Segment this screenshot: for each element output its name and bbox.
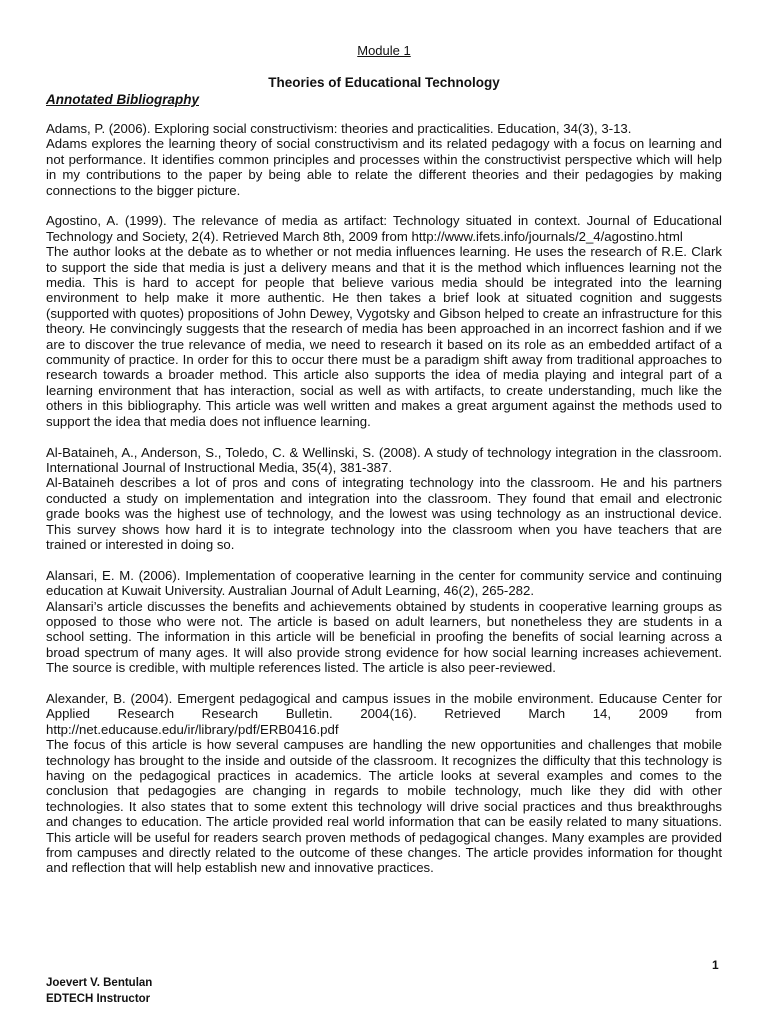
footer-author-block <box>46 975 152 1007</box>
entry-citation: Al-Bataineh, A., Anderson, S., Toledo, C. & Wellinski, S. (2008). A study of technology integration in the classroom. International Journal of Instructional Media, 35(4), 381-387. <box>46 444 722 475</box>
entry-citation: Adams, P. (2006). Exploring social constructivism: theories and practicalities. Education, 34(3), 3-13. <box>46 121 632 136</box>
section-heading: Annotated Bibliography <box>46 92 199 107</box>
entry-annotation: Al-Bataineh describes a lot of pros and cons of integrating technology into the classroom. He and his partners conducted a study on implementation and integration into the classroom. They found that email and electronic grade books was the highest use of technology, and the lowest was using technology as an instructional device. This survey shows how hard it is to integrate technology into the classroom when you have teachers that are trained or interested in doing so. <box>46 475 722 552</box>
entry-annotation: Adams explores the learning theory of social constructivism and its related pedagogy with a focus on learning and not performance. It identifies common principles and processes within the constructivist perspective which will help in my contributions to the paper by being able to relate the different theories and their pedagogies by making connections to the bigger picture. <box>46 136 722 198</box>
entry-citation: Alexander, B. (2004). Emergent pedagogical and campus issues in the mobile environment. Educause Center for Applied Research Research Bulletin. 2004(16). Retrieved March 14, 2009 from http://net.educause.edu/ir/library/pdf/ERB0416.pdf <box>46 690 722 737</box>
entry-citation: Alansari, E. M. (2006). Implementation of cooperative learning in the center for community service and continuing education at Kuwait University. Australian Journal of Adult Learning, 46(2), 265-282. <box>46 567 722 599</box>
footer-author-name: Joevert V. Bentulan <box>46 977 153 989</box>
footer-author-role: EDTECH Instructor <box>46 993 151 1005</box>
page-number: 1 <box>712 958 719 972</box>
bibliography-entry <box>46 568 722 676</box>
entry-annotation: The focus of this article is how several campuses are handling the new opportunities and challenges that mobile technology has brought to the inside and outside of the classroom. It recognizes the difficulty that this technology is having on the pedagogical practices in academics. The article looks at several examples and comes to the conclusion that pedagogies are changing in regards to mobile technology, much like they did with other technologies. It also states that to some extent this technology will drive social practices and thus breakthroughs and changes to education. The article provided real world information that can be easily related to many situations. This article will be useful for readers search proven methods of pedagogical changes. Many examples are provided from campuses and directly related to the outcome of these changes. The article provides information for thought and reflection that will help establish new and innovative practices. <box>46 737 722 876</box>
bibliography-entry <box>46 121 722 198</box>
bibliography-entry <box>46 213 722 429</box>
bibliography-entries <box>46 121 722 891</box>
module-label: Module 1 <box>357 43 411 58</box>
entry-annotation: Alansari’s article discusses the benefits and achievements obtained by students in cooperative learning groups as opposed to those who were not. The article is based on adult learners, but nonetheless they are students in a school setting. The information in this article will be beneficial in proofing the benefits of social learning across a broad spectrum of many ages. It will also provide strong evidence for how social learning increases achievement. The source is credible, with multiple references listed. The article is also peer-reviewed. <box>46 598 722 676</box>
bibliography-entry <box>46 445 722 553</box>
document-title: Theories of Educational Technology <box>268 75 500 90</box>
entry-annotation: The author looks at the debate as to whether or not media influences learning. He uses the research of R.E. Clark to support the side that media is just a delivery means and that it is the method which influences learning not the media. This is hard to accept for people that believe various media should be integrated into the learning environment to help make it more authentic. He then takes a brief look at situated cognition and suggests (supported with quotes) propositions of John Dewey, Vygotsky and Gibson helped to create an infrastructure for this theory. He convincingly suggests that the research of media has been approached in an incorrect fashion and if we are to discover the true relevance of media, we need to research it based on its role as an embedded artifact of a community of practice. In order for this to occur there must be a paradigm shift away from traditional approaches to research towards a broader method. This article also supports the idea of media playing and integral part of a learning environment that has interaction, social as well as with artifacts, to create understanding, much like the others in this bibliography. This article was well written and makes a great argument against the methods used to support the idea that media does not influence learning. <box>46 244 722 429</box>
entry-citation: Agostino, A. (1999). The relevance of media as artifact: Technology situated in context. Journal of Educational Technology and Society, 2(4). Retrieved March 8th, 2009 from http://www.ifets.info/journals/2_4/agostino.html <box>46 213 722 244</box>
bibliography-entry <box>46 691 722 876</box>
